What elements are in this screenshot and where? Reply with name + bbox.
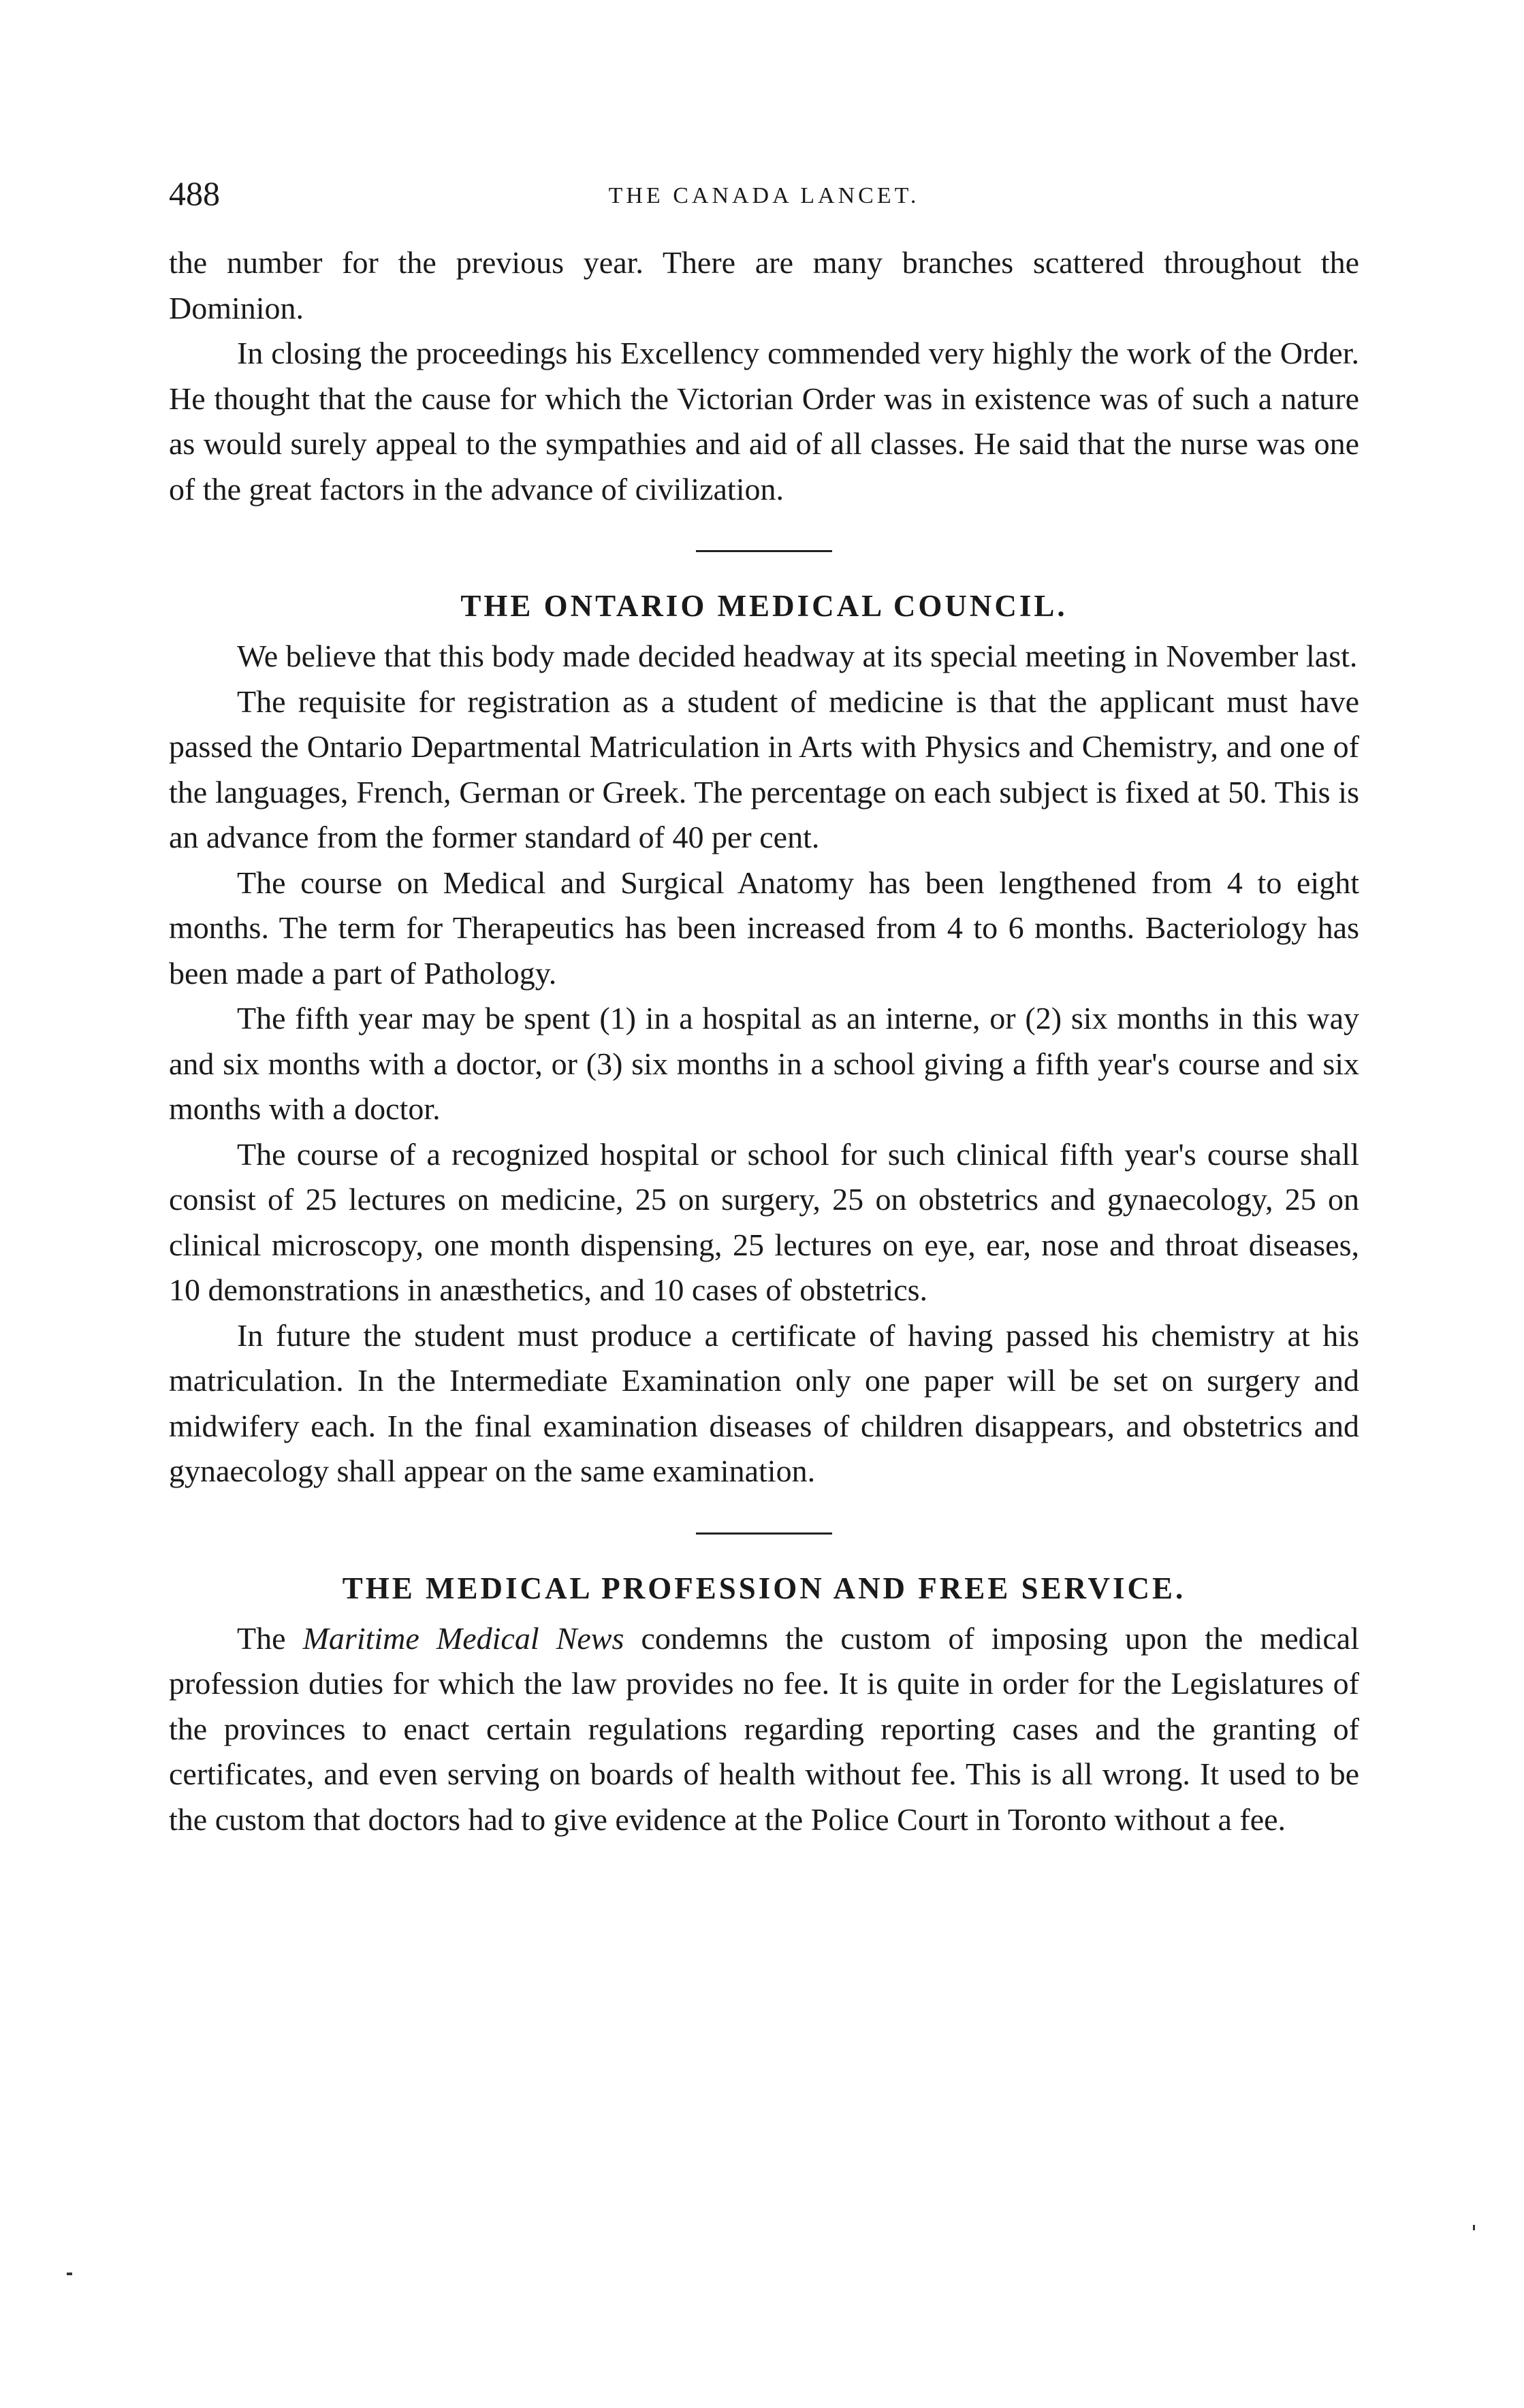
council-paragraph: The requisite for registration as a student of medicine is that the applicant must have passed the Ontario Departmental Matriculation in Arts with Physics and Chemistry, and one of the languages, French, German or Greek. The percentage on each subject is fixed at 50. This is an advance from the former standard of 40 per cent.: [169, 684, 1359, 854]
intro-paragraph-continued: the number for the previous year. There are many branches scattered throughout the Dominion.: [169, 245, 1359, 325]
scan-speck: [67, 2273, 72, 2275]
paragraph-lead-word: The: [237, 1620, 286, 1656]
free-service-paragraph: [169, 1616, 1359, 1843]
page-number: 488: [169, 174, 220, 212]
council-paragraph: In future the student must produce a certificate of having passed his chemistry at his matriculation. In the Intermediate Examination only one paper will be set on surgery and midwifery each. In the final examination diseases of children disappears, and obstetrics and gynaecology shall appear on the same examination.: [169, 1317, 1359, 1488]
section-divider-rule: [696, 550, 832, 552]
journal-title: THE CANADA LANCET.: [608, 183, 920, 208]
page-content: [169, 174, 1359, 1842]
council-paragraph: We believe that this body made decided headway at its special meeting in November last.: [237, 639, 1358, 673]
scan-speck: [1473, 2225, 1475, 2230]
council-paragraph: The course of a recognized hospital or school for such clinical fifth year's course shall consist of 25 lectures on medicine, 25 on surgery, 25 on obstetrics and gynaecology, 25 on clinical microscopy, one month dispensing, 25 lectures on eye, ear, nose and throat diseases, 10 demonstrations in anæsthetics, and 10 cases of obstetrics.: [169, 1136, 1359, 1307]
intro-paragraph-closing: In closing the proceedings his Excellency commended very highly the work of the Order. He thought that the cause for which the Victorian Order was in existence was of such a nature as would surely appeal to the sympathies and aid of all classes. He said that the nurse was one of the great factors in the advance of civilization.: [169, 336, 1359, 507]
section-divider-rule: [696, 1532, 832, 1535]
section-heading-free-service: THE MEDICAL PROFESSION AND FREE SERVICE.: [342, 1571, 1186, 1605]
council-paragraph: The fifth year may be spent (1) in a hospital as an interne, or (2) six months in this way and six months with a doctor, or (3) six months in a school giving a fifth year's course and six months with a doctor.: [169, 1001, 1359, 1126]
council-paragraph: The course on Medical and Surgical Anatomy has been lengthened from 4 to eight months. The term for Therapeutics has been increased from 4 to 6 months. Bacteriology has been made a part of Pathology.: [169, 865, 1359, 991]
paragraph-body: condemns the custom of imposing upon the medical profession duties for which the law provides no fee. It is quite in order for the Legislatures of the provinces to enact certain regulations regarding reporting cases and the granting of certificates, and even serving on boards of health without fee. This is all wrong. It used to be the custom that doctors had to give evidence at the Police Court in Toronto without a fee.: [169, 1620, 1360, 1837]
running-head: [169, 174, 1359, 221]
publication-title: Maritime Medical News: [302, 1620, 624, 1656]
section-heading-ontario-medical-council: THE ONTARIO MEDICAL COUNCIL.: [460, 589, 1068, 623]
